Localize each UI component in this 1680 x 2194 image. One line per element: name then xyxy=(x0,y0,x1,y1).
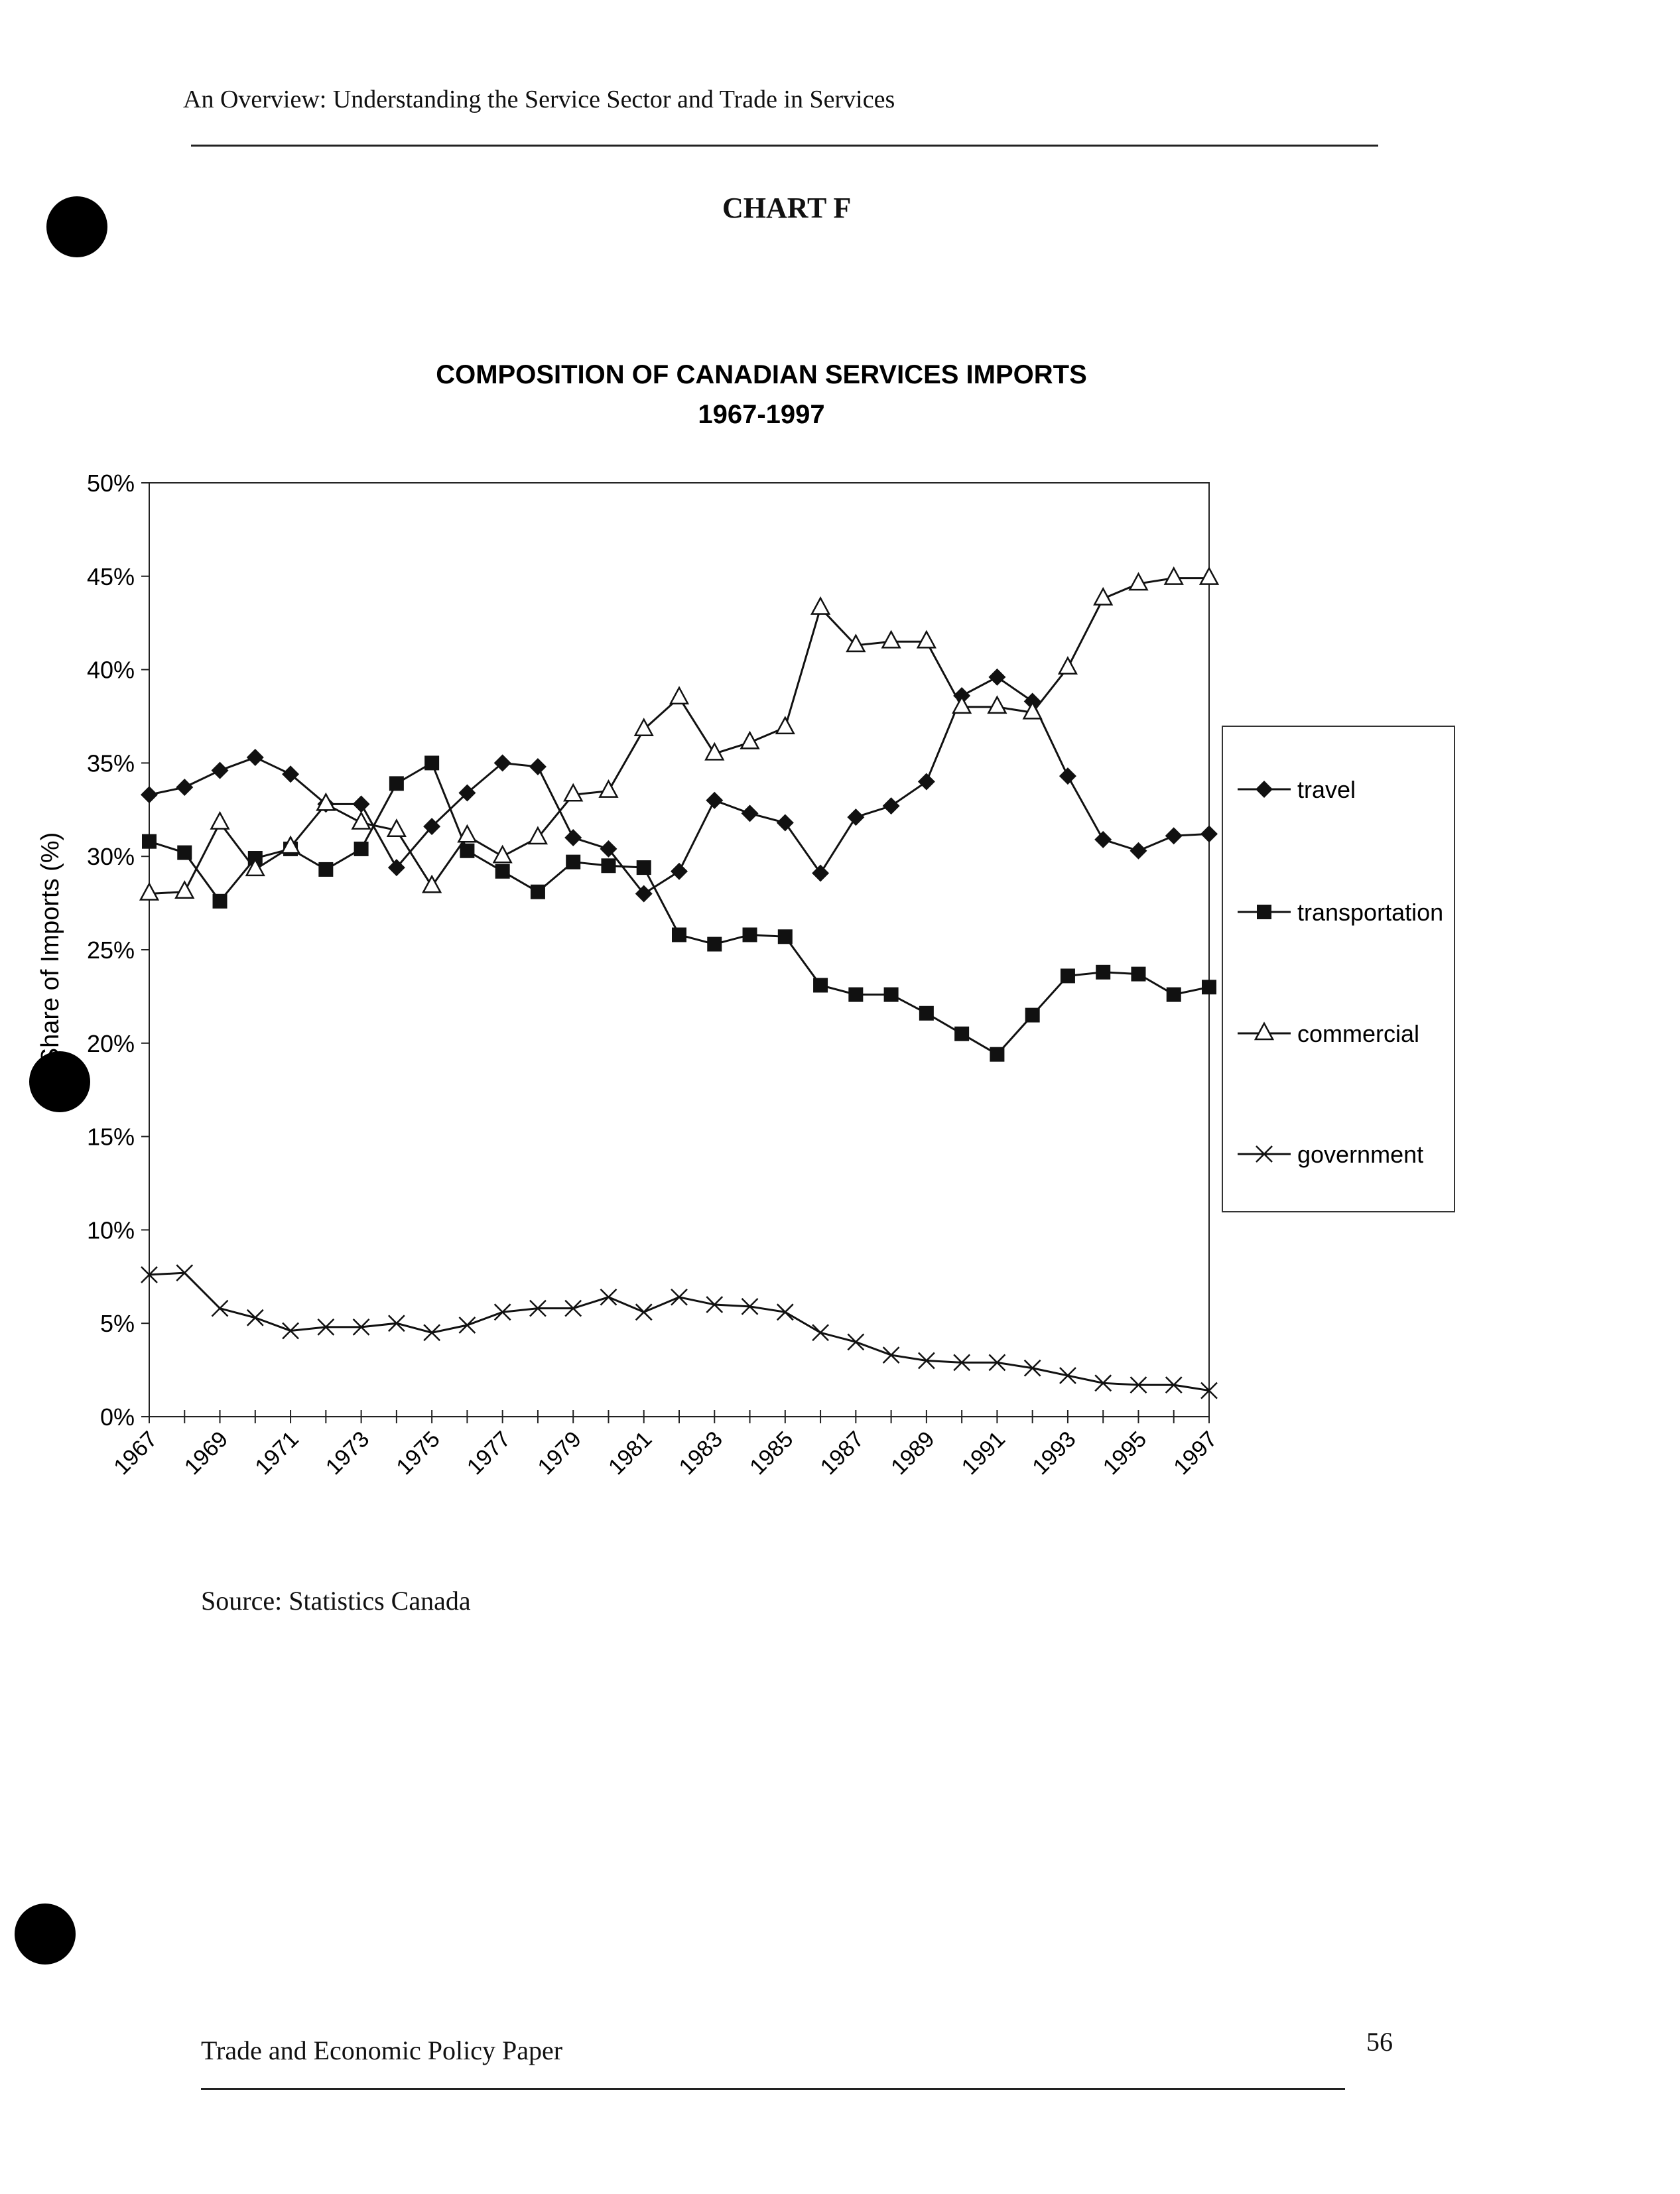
data-point-transportation xyxy=(531,885,545,899)
footer-title: Trade and Economic Policy Paper xyxy=(201,2035,563,2065)
data-point-travel xyxy=(529,758,547,775)
x-tick-label: 1971 xyxy=(250,1426,304,1480)
data-point-transportation xyxy=(707,937,722,952)
data-point-transportation xyxy=(813,978,828,993)
series-layer xyxy=(141,568,1218,1399)
y-tick-label: 10% xyxy=(86,1216,135,1244)
data-point-travel xyxy=(247,749,264,766)
data-point-transportation xyxy=(1202,980,1216,994)
data-point-transportation xyxy=(919,1006,934,1021)
data-point-transportation xyxy=(778,929,793,944)
data-point-government xyxy=(671,1289,687,1305)
y-tick-label: 0% xyxy=(99,1403,135,1431)
data-point-transportation xyxy=(1096,965,1110,980)
legend-marker xyxy=(1257,905,1271,919)
data-point-transportation xyxy=(460,844,474,858)
series-line-transportation xyxy=(149,763,1209,1054)
data-point-government xyxy=(848,1334,864,1350)
data-point-transportation xyxy=(213,894,227,909)
data-point-transportation xyxy=(424,755,439,770)
data-point-commercial xyxy=(212,813,229,829)
data-point-travel xyxy=(176,779,193,796)
data-point-travel xyxy=(1165,827,1183,844)
data-point-transportation xyxy=(142,834,157,849)
data-point-transportation xyxy=(318,862,333,877)
data-point-transportation xyxy=(1167,988,1181,1002)
data-point-travel xyxy=(883,797,900,814)
data-point-commercial xyxy=(953,697,970,713)
data-point-travel xyxy=(1094,831,1112,848)
data-point-travel xyxy=(212,762,229,779)
x-tick-label: 1975 xyxy=(391,1426,445,1480)
data-point-travel xyxy=(706,792,723,809)
x-tick-label: 1969 xyxy=(179,1426,233,1480)
page-number: 56 xyxy=(1366,2027,1393,2057)
data-point-travel xyxy=(988,669,1005,686)
data-point-commercial xyxy=(918,631,935,647)
data-point-travel xyxy=(918,773,935,791)
data-point-transportation xyxy=(743,927,757,942)
data-point-transportation xyxy=(990,1047,1004,1062)
x-tick-label: 1967 xyxy=(109,1426,162,1480)
y-tick-label: 45% xyxy=(86,562,135,590)
x-tick-label: 1973 xyxy=(320,1426,375,1480)
x-tick-label: 1997 xyxy=(1169,1426,1222,1480)
data-point-government xyxy=(600,1289,616,1305)
plot-frame xyxy=(149,483,1209,1417)
data-point-transportation xyxy=(566,855,580,870)
data-point-travel xyxy=(671,863,688,880)
source-note: Source: Statistics Canada xyxy=(201,1586,471,1616)
y-tick-label: 50% xyxy=(86,470,135,497)
data-point-transportation xyxy=(495,864,510,879)
data-point-travel xyxy=(1059,767,1076,785)
data-point-transportation xyxy=(177,846,192,860)
data-point-travel xyxy=(742,805,759,822)
data-point-commercial xyxy=(988,697,1005,713)
chart-subtitle: 1967-1997 xyxy=(698,400,825,429)
data-point-commercial xyxy=(564,785,582,801)
data-point-government xyxy=(636,1304,652,1320)
x-tick-label: 1989 xyxy=(886,1426,940,1480)
data-point-transportation xyxy=(389,776,404,791)
y-tick-label: 35% xyxy=(86,749,135,777)
x-axis xyxy=(109,1410,1222,1480)
data-point-travel xyxy=(141,786,158,803)
y-tick-label: 20% xyxy=(86,1029,135,1057)
data-point-government xyxy=(812,1324,828,1340)
data-point-commercial xyxy=(1059,658,1076,674)
data-point-commercial xyxy=(176,882,193,898)
x-tick-label: 1977 xyxy=(462,1426,516,1480)
data-point-transportation xyxy=(601,858,615,873)
chart-heading: CHART F xyxy=(722,192,852,224)
data-point-travel xyxy=(564,829,582,846)
data-point-travel xyxy=(847,808,864,826)
running-header: An Overview: Understanding the Service Sector and Trade in Services xyxy=(183,86,895,113)
data-point-transportation xyxy=(637,860,651,875)
data-point-commercial xyxy=(812,598,829,614)
legend-label: government xyxy=(1297,1141,1424,1168)
data-point-government xyxy=(424,1324,440,1340)
data-point-transportation xyxy=(884,988,899,1002)
data-point-transportation xyxy=(954,1027,969,1041)
data-point-commercial xyxy=(1200,568,1218,584)
series-government xyxy=(141,1265,1217,1398)
data-point-commercial xyxy=(1130,574,1147,590)
data-point-transportation xyxy=(848,988,863,1002)
data-point-commercial xyxy=(600,781,617,797)
data-point-government xyxy=(459,1317,475,1333)
y-tick-label: 5% xyxy=(99,1310,135,1338)
series-line-travel xyxy=(149,677,1209,894)
x-tick-label: 1987 xyxy=(815,1426,869,1480)
data-point-travel xyxy=(777,814,794,832)
legend-label: transportation xyxy=(1297,899,1444,926)
x-tick-label: 1993 xyxy=(1027,1426,1081,1480)
y-tick-label: 40% xyxy=(86,656,135,684)
data-point-travel xyxy=(1130,842,1147,860)
data-point-transportation xyxy=(672,927,686,942)
data-point-travel xyxy=(600,840,617,858)
data-point-travel xyxy=(812,865,829,882)
y-tick-label: 30% xyxy=(86,843,135,871)
x-tick-label: 1981 xyxy=(604,1426,657,1480)
series-transportation xyxy=(142,755,1216,1061)
data-point-commercial xyxy=(777,718,794,734)
data-point-travel xyxy=(635,885,653,903)
data-point-commercial xyxy=(883,631,900,647)
data-point-travel xyxy=(1200,825,1218,842)
legend-label: commercial xyxy=(1297,1020,1420,1047)
data-point-commercial xyxy=(1165,568,1183,584)
data-point-transportation xyxy=(1061,968,1075,983)
data-point-commercial xyxy=(635,720,653,736)
x-tick-label: 1995 xyxy=(1098,1426,1152,1480)
x-tick-label: 1983 xyxy=(674,1426,728,1480)
data-point-commercial xyxy=(141,884,158,900)
y-tick-label: 25% xyxy=(86,936,135,964)
data-point-government xyxy=(247,1310,263,1326)
y-tick-label: 15% xyxy=(86,1123,135,1151)
data-point-transportation xyxy=(1025,1008,1040,1023)
footer-rule xyxy=(201,2088,1345,2090)
series-commercial xyxy=(141,568,1218,900)
y-axis-label: Share of Imports (%) xyxy=(36,832,64,1065)
y-axis xyxy=(87,470,149,1431)
x-tick-label: 1979 xyxy=(533,1426,586,1480)
legend-label: travel xyxy=(1297,776,1356,803)
series-line-government xyxy=(149,1273,1209,1390)
data-point-commercial xyxy=(671,688,688,704)
data-point-transportation xyxy=(354,842,369,856)
data-point-government xyxy=(1060,1368,1076,1384)
x-tick-label: 1985 xyxy=(745,1426,799,1480)
data-point-commercial xyxy=(494,846,511,862)
data-point-government xyxy=(212,1301,228,1317)
data-point-transportation xyxy=(1131,967,1145,982)
data-point-travel xyxy=(353,795,370,812)
chart-title: COMPOSITION OF CANADIAN SERVICES IMPORTS xyxy=(436,360,1087,389)
x-tick-label: 1991 xyxy=(956,1426,1011,1480)
series-line-commercial xyxy=(149,578,1209,894)
